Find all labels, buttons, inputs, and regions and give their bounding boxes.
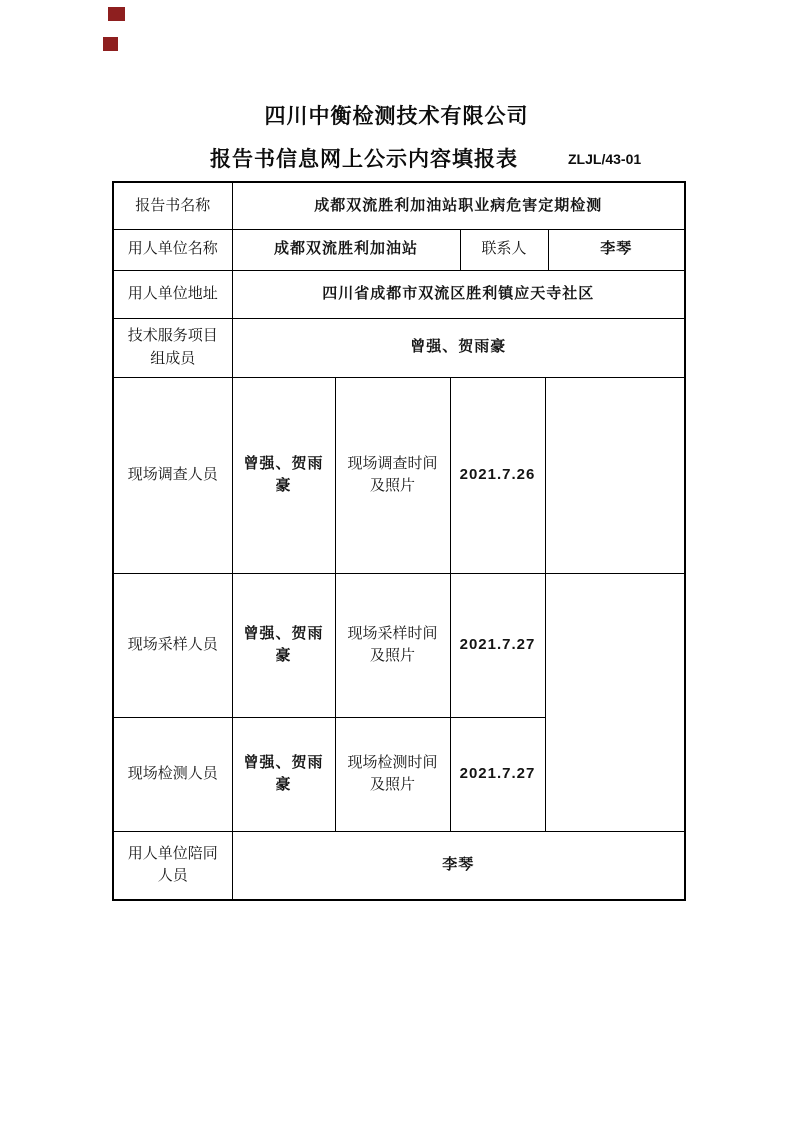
site-survey-label: 现场调查人员 xyxy=(113,377,232,573)
contact-value: 李琴 xyxy=(548,229,685,270)
contact-label: 联系人 xyxy=(460,229,548,270)
site-survey-time-label: 现场调查时间及照片 xyxy=(335,377,450,573)
accompany-label: 用人单位陪同人员 xyxy=(113,831,232,900)
report-name-value: 成都双流胜利加油站职业病危害定期检测 xyxy=(232,182,685,229)
row-accompany xyxy=(113,831,685,900)
row-report-name xyxy=(113,182,685,229)
accompany-value: 李琴 xyxy=(232,831,685,900)
company-title: 四川中衡检测技术有限公司 xyxy=(264,105,529,128)
red-mark-bottom xyxy=(103,37,118,51)
site-testing-time-value: 2021.7.27 xyxy=(450,717,545,831)
employer-address-value: 四川省成都市双流区胜利镇应天寺社区 xyxy=(232,270,685,318)
form-title-row xyxy=(0,143,793,173)
site-sampling-person: 曾强、贺雨豪 xyxy=(232,573,335,717)
row-employer-address xyxy=(113,270,685,318)
row-site-sampling xyxy=(113,573,685,717)
form-code: ZLJL/43-01 xyxy=(568,151,642,167)
row-site-survey xyxy=(113,377,685,573)
site-testing-time-label: 现场检测时间及照片 xyxy=(335,717,450,831)
report-form-table xyxy=(112,181,686,901)
employer-name-label: 用人单位名称 xyxy=(113,229,232,270)
site-sampling-label: 现场采样人员 xyxy=(113,573,232,717)
team-label: 技术服务项目组成员 xyxy=(113,318,232,377)
red-mark-top xyxy=(108,7,125,21)
site-survey-person: 曾强、贺雨豪 xyxy=(232,377,335,573)
employer-address-label: 用人单位地址 xyxy=(113,270,232,318)
site-survey-photo-cell xyxy=(545,377,685,573)
row-team xyxy=(113,318,685,377)
site-sampling-photo-cell xyxy=(545,573,685,831)
row-employer-name xyxy=(113,229,685,270)
site-testing-label: 现场检测人员 xyxy=(113,717,232,831)
site-survey-time-value: 2021.7.26 xyxy=(450,377,545,573)
site-testing-person: 曾强、贺雨豪 xyxy=(232,717,335,831)
site-sampling-time-label: 现场采样时间及照片 xyxy=(335,573,450,717)
employer-name-value: 成都双流胜利加油站 xyxy=(232,229,460,270)
team-value: 曾强、贺雨豪 xyxy=(232,318,685,377)
report-name-label: 报告书名称 xyxy=(113,182,232,229)
site-sampling-time-value: 2021.7.27 xyxy=(450,573,545,717)
form-title: 报告书信息网上公示内容填报表 xyxy=(210,148,518,171)
